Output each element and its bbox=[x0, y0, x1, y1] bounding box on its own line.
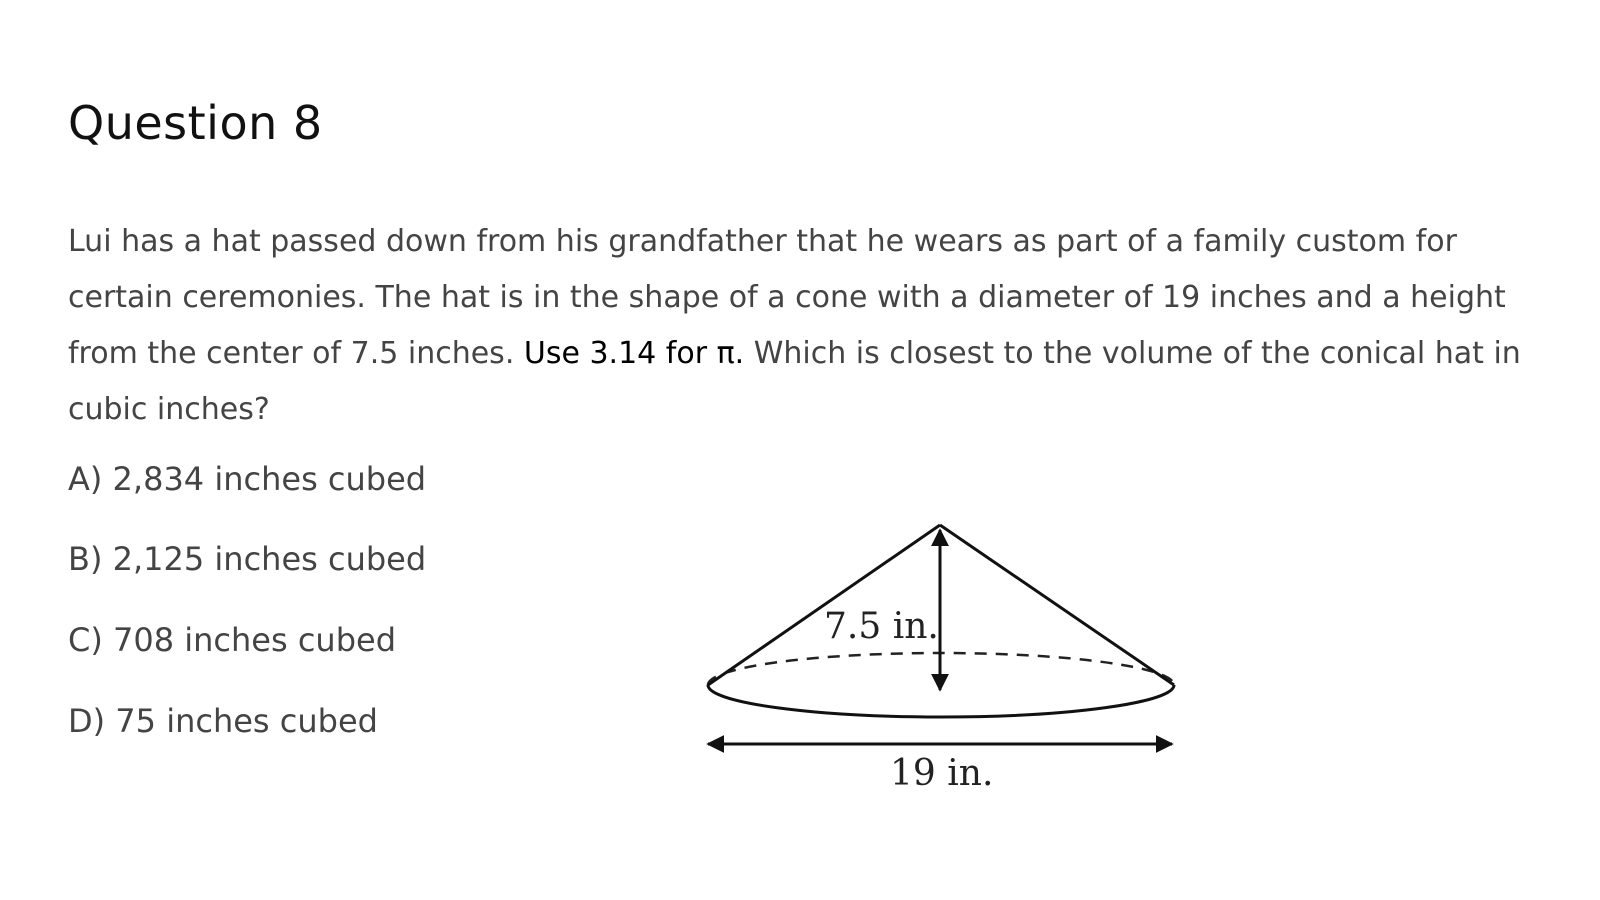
question-text bbox=[68, 214, 1528, 438]
question-text-part-2: Which is closest to the volume of the conical hat in cubic inches? bbox=[68, 336, 1521, 427]
diameter-label: 19 in. bbox=[890, 753, 994, 794]
question-title: Question 8 bbox=[68, 96, 323, 150]
cone-left-side bbox=[708, 525, 940, 685]
question-text-part-1: Lui has a hat passed down from his grandfather that he wears as part of a family custom for certain ceremonies. The hat is in the shape of a cone with a diameter of 19 inches and a height from the center of 7.5 inches. bbox=[68, 224, 1506, 371]
cone-right-side bbox=[940, 525, 1174, 685]
pi-instruction: Use 3.14 for π. bbox=[523, 336, 745, 371]
answer-option-c[interactable]: C) 708 inches cubed bbox=[68, 621, 397, 659]
height-label: 7.5 in. bbox=[824, 606, 939, 647]
cone-diagram bbox=[690, 510, 1210, 810]
answer-option-d[interactable]: D) 75 inches cubed bbox=[68, 702, 378, 740]
answer-option-a[interactable]: A) 2,834 inches cubed bbox=[68, 460, 427, 498]
answer-option-b[interactable]: B) 2,125 inches cubed bbox=[68, 540, 427, 578]
